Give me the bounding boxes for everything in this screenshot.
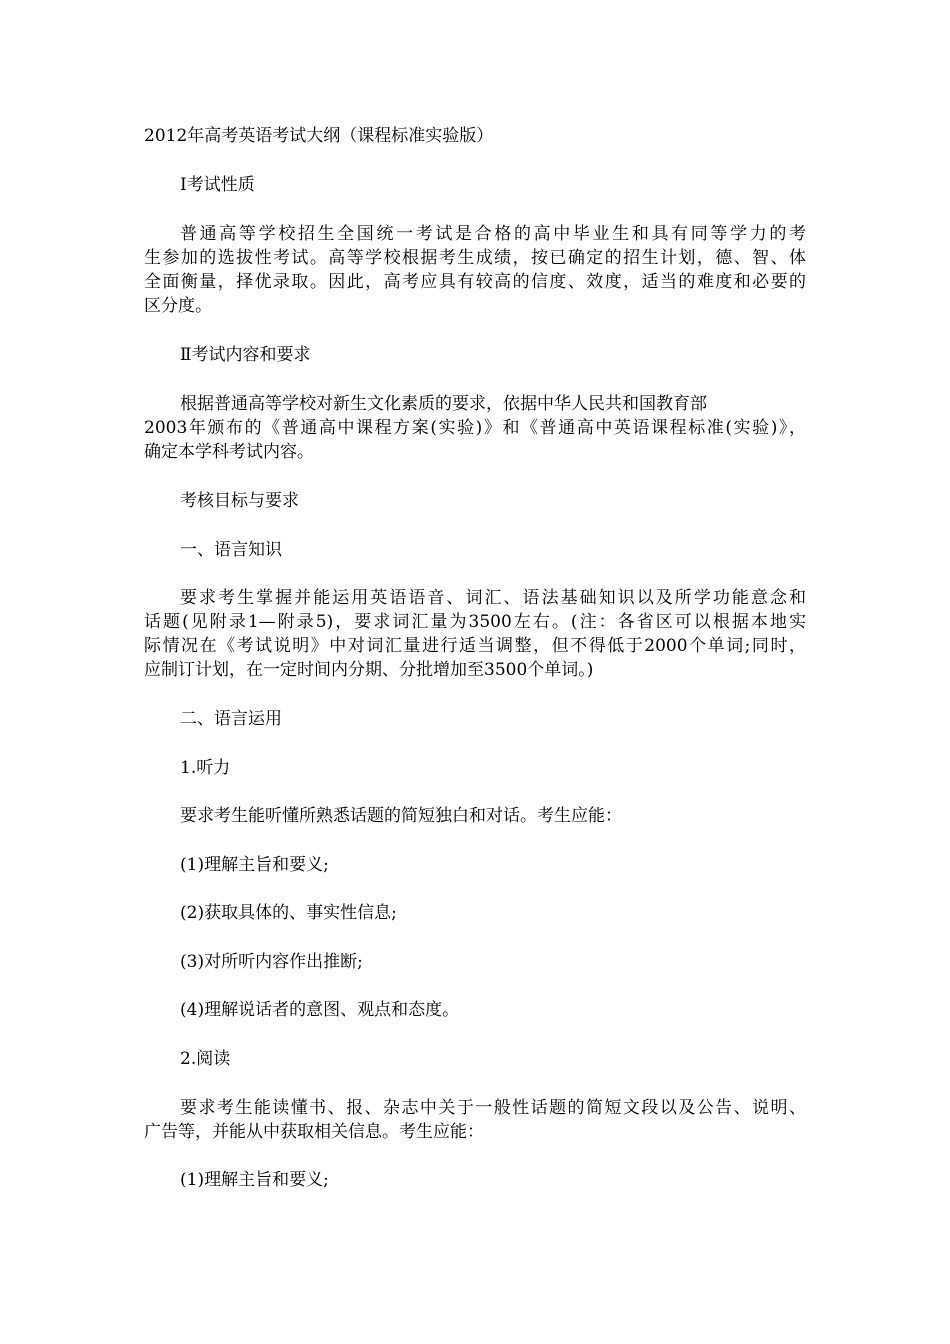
section-heading-nature: Ⅰ考试性质 <box>180 175 255 195</box>
paragraph-line: 普通高等学校招生全国统一考试是合格的高中毕业生和具有同等学力的考 <box>180 224 806 244</box>
subheading-reading: 2.阅读 <box>180 1049 231 1069</box>
paragraph-line: 区分度。 <box>144 296 212 316</box>
list-item: (1)理解主旨和要义; <box>180 855 329 875</box>
part-heading-usage: 二、语言运用 <box>180 709 282 729</box>
subheading-listening: 1.听力 <box>180 758 231 778</box>
section-heading-content: Ⅱ考试内容和要求 <box>180 345 311 365</box>
paragraph-line: 根据普通高等学校对新生文化素质的要求，依据中华人民共和国教育部 <box>180 394 707 414</box>
paragraph-line: 确定本学科考试内容。 <box>144 442 314 462</box>
listening-intro: 要求考生能听懂所熟悉话题的简短独白和对话。考生应能： <box>180 806 622 826</box>
list-item: (2)获取具体的、事实性信息; <box>180 903 397 923</box>
list-item: (1)理解主旨和要义; <box>180 1170 329 1190</box>
paragraph-line: 际情况在《考试说明》中对词汇量进行适当调整，但不得低于2000个单词;同时， <box>144 636 806 656</box>
paragraph-line: 全面衡量，择优录取。因此，高考应具有较高的信度、效度，适当的难度和必要的 <box>144 272 806 292</box>
paragraph-line: 生参加的选拔性考试。高等学校根据考生成绩，按已确定的招生计划，德、智、体 <box>144 248 806 268</box>
paragraph-line: 2003年颁布的《普通高中课程方案(实验)》和《普通高中英语课程标准(实验)》， <box>144 418 806 438</box>
paragraph-line: 广告等，并能从中获取相关信息。考生应能： <box>144 1122 484 1142</box>
document-title: 2012年高考英语考试大纲（课程标准实验版） <box>144 126 494 146</box>
paragraph-line: 要求考生掌握并能运用英语语音、词汇、语法基础知识以及所学功能意念和 <box>180 588 806 608</box>
part-heading-knowledge: 一、语言知识 <box>180 540 282 560</box>
paragraph-line: 话题(见附录1—附录5)，要求词汇量为3500左右。(注：各省区可以根据本地实 <box>144 612 806 632</box>
list-item: (3)对所听内容作出推断; <box>180 952 363 972</box>
objectives-heading: 考核目标与要求 <box>180 491 299 511</box>
paragraph-line: 要求考生能读懂书、报、杂志中关于一般性话题的简短文段以及公告、说明、 <box>180 1098 806 1118</box>
list-item: (4)理解说话者的意图、观点和态度。 <box>180 1000 460 1020</box>
paragraph-line: 应制订计划，在一定时间内分期、分批增加至3500个单词。) <box>144 660 594 680</box>
